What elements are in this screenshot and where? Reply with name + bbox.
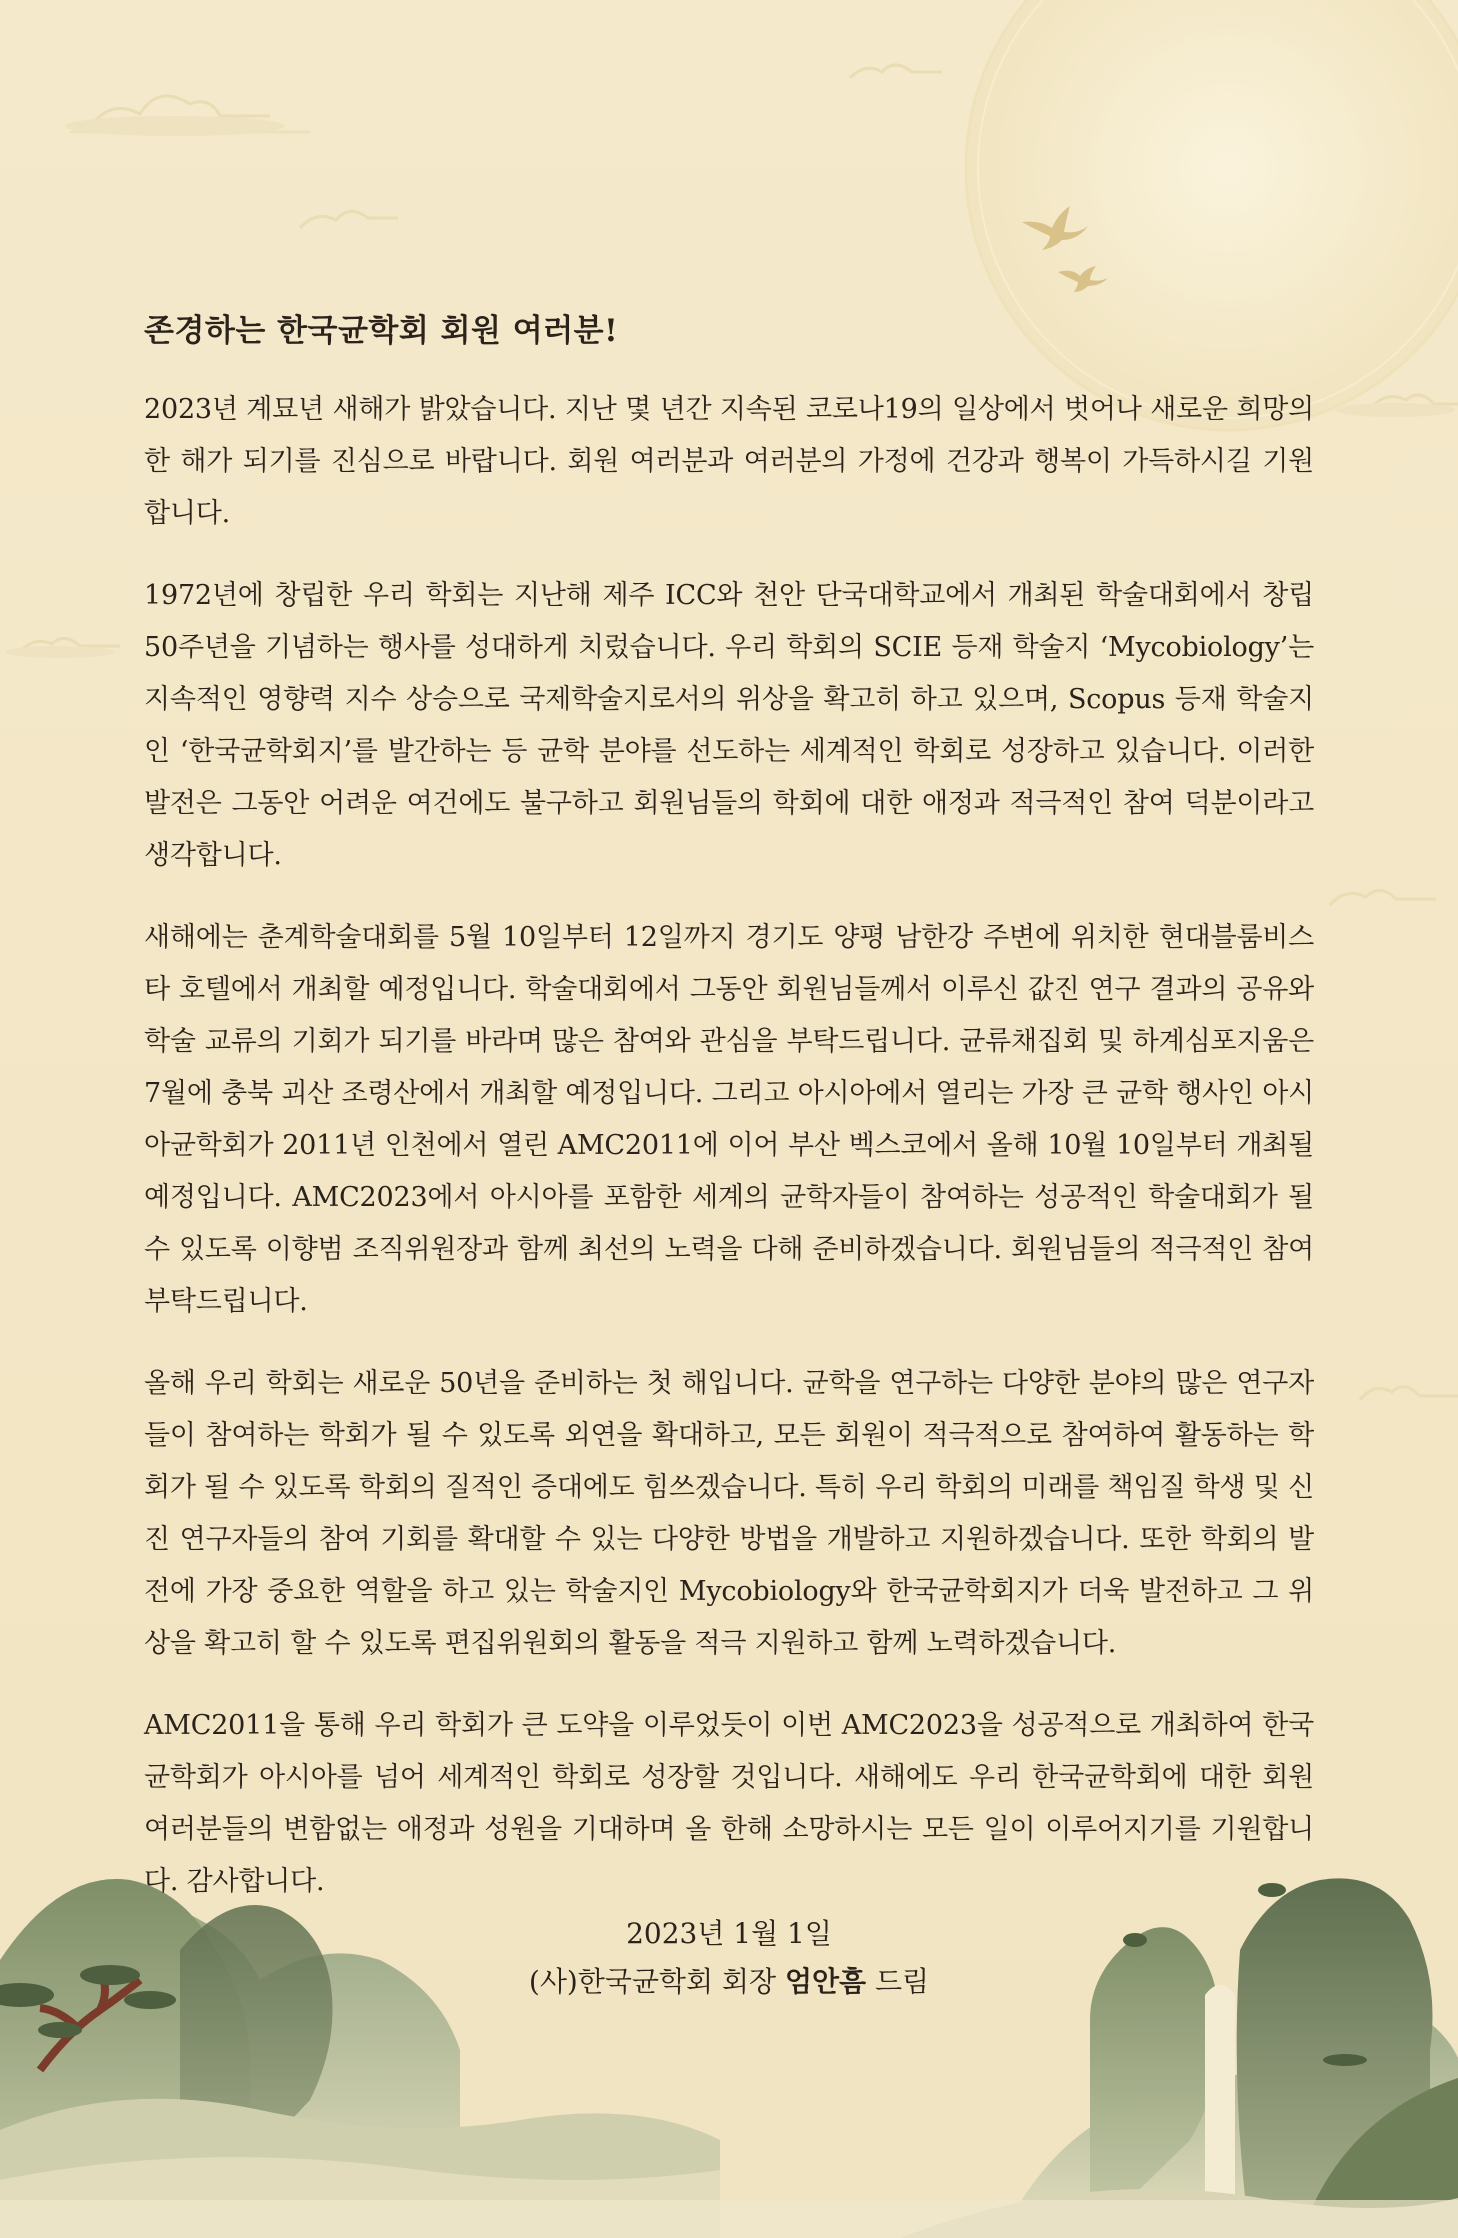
paragraph-4: 올해 우리 학회는 새로운 50년을 준비하는 첫 해입니다. 균학을 연구하는 다양한 분야의 많은 연구자들이 참여하는 학회가 될 수 있도록 외연을 확대하고, 모든 회원이 적극적으로 참여하여 활동하는 학회가 될 수 있도록 학회의 질적인 증대에도 힘쓰겠습니다. 특히 우리 학회의 미래를 책임질 학생 및 신진 연구자들의 참여 기회를 확대할 수 있는 다양한 방법을 개발하고 지원하겠습니다. 또한 학회의 발전에 가장 중요한 역할을 하고 있는 학술지인 Mycobiology와 한국균학회지가 더욱 발전하고 그 위상을 확고히 할 수 있도록 편집위원회의 활동을 적극 지원하고 함께 노력하겠습니다. <box>144 1368 1314 1659</box>
paragraph-2: 1972년에 창립한 우리 학회는 지난해 제주 ICC와 천안 단국대학교에서 개최된 학술대회에서 창립 50주년을 기념하는 행사를 성대하게 치렀습니다. 우리 학회의 SCIE 등재 학술지 ‘Mycobiology’는 지속적인 영향력 지수 상승으로 국제학술지로서의 위상을 확고히 하고 있으며, Scopus 등재 학술지인 ‘한국균학회지’를 발간하는 등 균학 분야를 선도하는 세계적인 학회로 성장하고 있습니다. 이러한 발전은 그동안 어려운 여건에도 불구하고 회원님들의 학회에 대한 애정과 적극적인 참여 덕분이라고 생각합니다. <box>144 580 1314 871</box>
paragraph-3: 새해에는 춘계학술대회를 5월 10일부터 12일까지 경기도 양평 남한강 주변에 위치한 현대블룸비스타 호텔에서 개최할 예정입니다. 학술대회에서 그동안 회원님들께서 이루신 값진 연구 결과의 공유와 학술 교류의 기회가 되기를 바라며 많은 참여와 관심을 부탁드립니다. 균류채집회 및 하계심포지움은 7월에 충북 괴산 조령산에서 개최할 예정입니다. 그리고 아시아에서 열리는 가장 큰 균학 행사인 아시아균학회가 2011년 인천에서 열린 AMC2011에 이어 부산 벡스코에서 올해 10월 10일부터 개최될 예정입니다. AMC2023에서 아시아를 포함한 세계의 균학자들이 참여하는 성공적인 학술대회가 될 수 있도록 이향범 조직위원장과 함께 최선의 노력을 다해 준비하겠습니다. 회원님들의 적극적인 참여 부탁드립니다. <box>144 922 1314 1317</box>
letter-body <box>144 305 1314 1938</box>
letter-date: 2023년 1월 1일 <box>626 1917 832 1950</box>
greeting-heading: 존경하는 한국균학회 회원 여러분! <box>144 313 619 349</box>
sender-suffix: 드림 <box>866 1965 930 1998</box>
paragraph-1: 2023년 계묘년 새해가 밝았습니다. 지난 몇 년간 지속된 코로나19의 일상에서 벗어나 새로운 희망의 한 해가 되기를 진심으로 바랍니다. 회원 여러분과 여러분의 가정에 건강과 행복이 가득하시길 기원합니다. <box>144 394 1314 529</box>
sender-prefix: (사)한국균학회 회장 <box>528 1965 785 1998</box>
sender-name: 엄안흠 <box>784 1965 867 1998</box>
letter-signature <box>0 1960 1458 2000</box>
paragraph-5: AMC2011을 통해 우리 학회가 큰 도약을 이루었듯이 이번 AMC2023을 성공적으로 개최하여 한국균학회가 아시아를 넘어 세계적인 학회로 성장할 것입니다. 새해에도 우리 한국균학회에 대한 회원 여러분들의 변함없는 애정과 성원을 기대하며 올 한해 소망하시는 모든 일이 이루어지기를 기원합니다. 감사합니다. <box>144 1710 1314 1897</box>
